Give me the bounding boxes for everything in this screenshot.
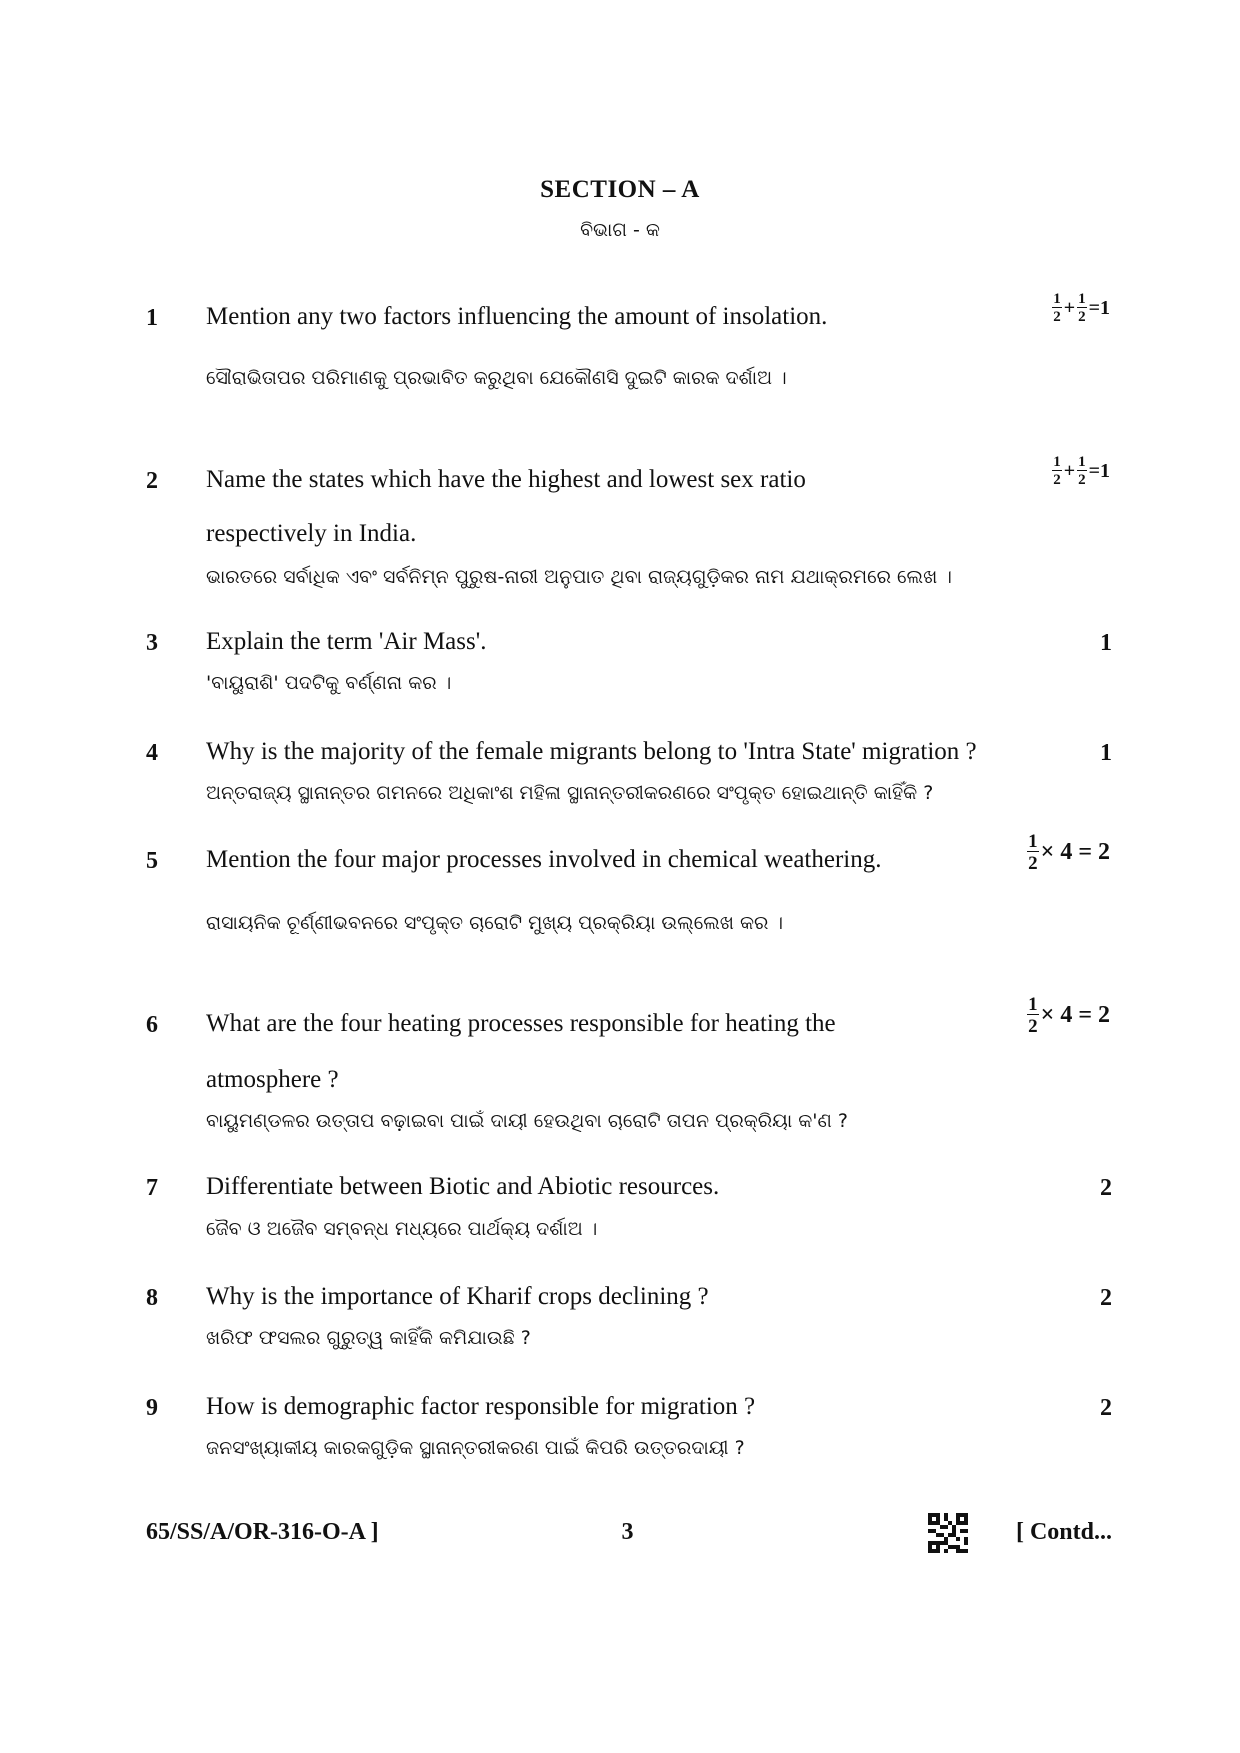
question-text-en: Why is the importance of Kharif crops declining ? [206, 1283, 709, 1310]
question-number: 7 [146, 1175, 158, 1201]
question-text-en: How is demographic factor responsible for migration ? [206, 1393, 756, 1420]
question-marks: $\frac{1}{2}$ + $\frac{1}{2}$ =1 [1053, 454, 1110, 488]
question-text-en: Explain the term 'Air Mass'. [206, 628, 487, 655]
question-text-od: ଜନସଂଖ୍ୟାକୀୟ କାରକଗୁଡ଼ିକ ସ୍ଥାନାନ୍ତରୀକରଣ ପାଇଁ କିପରି ଉତ୍ତରଦାୟୀ ? [206, 1437, 745, 1459]
page-number: 3 [621, 1519, 634, 1545]
question-number: 8 [146, 1285, 158, 1311]
question-text-en-cont: respectively in India. [206, 520, 417, 547]
question-marks: 1 [1100, 630, 1112, 656]
question-number: 2 [146, 468, 158, 494]
question-text-en: Differentiate between Biotic and Abiotic resources. [206, 1173, 720, 1200]
question-marks: 1 [1100, 740, 1112, 766]
question-text-en: What are the four heating processes responsible for heating the [206, 1010, 836, 1037]
question-number: 6 [146, 1012, 158, 1038]
question-text-od: ରାସାୟନିକ ଚୂର୍ଣ୍ଣୀଭବନରେ ସଂପୃକ୍ତ ଚାରୋଟି ମୁଖ୍ୟ ପ୍ରକ୍ରିୟା ଉଲ୍ଲେଖ କର । [206, 912, 784, 934]
question-marks: $\frac{1}{2}$ + $\frac{1}{2}$ =1 [1053, 291, 1110, 325]
question-number: 5 [146, 848, 158, 874]
question-text-en: Mention any two factors influencing the amount of insolation. [206, 303, 828, 330]
continued-label: [ Contd... [1015, 1519, 1112, 1545]
question-text-en: Why is the majority of the female migrants belong to 'Intra State' migration ? [206, 738, 977, 765]
question-text-od: ସୌରାଭିତାପର ପରିମାଣକୁ ପ୍ରଭାବିତ କରୁଥିବା ଯେକୌଣସି ଦୁଇଟି କାରକ ଦର୍ଶାଅ । [206, 367, 787, 389]
question-text-od: ଖରିଫ ଫସଲର ଗୁରୁତ୍ୱ କାହିଁକି କମିଯାଉଛି ? [206, 1327, 531, 1349]
question-text-od: 'ବାୟୁରାଶି' ପଦଟିକୁ ବର୍ଣ୍ଣନା କର । [206, 672, 452, 694]
question-marks: $\frac{1}{2}$ × 4 = 2 [1028, 994, 1110, 1037]
paper-code: 65/SS/A/OR-316-O-A ] [146, 1519, 379, 1545]
question-text-en-cont: atmosphere ? [206, 1066, 339, 1093]
question-number: 4 [146, 740, 158, 766]
question-marks: 2 [1100, 1175, 1112, 1201]
question-text-en: Mention the four major processes involved in chemical weathering. [206, 846, 882, 873]
question-marks: 2 [1100, 1395, 1112, 1421]
question-marks: 2 [1100, 1285, 1112, 1311]
question-text-od: ଜୈବ ଓ ଅଜୈବ ସମ୍ବନ୍ଧ ମଧ୍ୟରେ ପାର୍ଥକ୍ୟ ଦର୍ଶାଅ । [206, 1218, 598, 1240]
question-text-en: Name the states which have the highest and lowest sex ratio [206, 466, 806, 493]
section-title: SECTION – A [540, 176, 700, 203]
question-text-od: ବାୟୁମଣ୍ଡଳର ଉତ୍ତାପ ବଢ଼ାଇବା ପାଇଁ ଦାୟୀ ହେଉଥିବା ଚାରୋଟି ତାପନ ପ୍ରକ୍ରିୟା କ'ଣ ? [206, 1110, 848, 1132]
qr-code-icon [928, 1513, 968, 1553]
question-marks: $\frac{1}{2}$ × 4 = 2 [1028, 831, 1110, 874]
question-number: 1 [146, 305, 158, 331]
question-text-od: ଭାରତରେ ସର୍ବାଧିକ ଏବଂ ସର୍ବନିମ୍ନ ପୁରୁଷ-ନାରୀ ଅନୁପାତ ଥିବା ରାଜ୍ୟଗୁଡ଼ିକର ନାମ ଯଥାକ୍ରମରେ ଲେଖ । [206, 566, 952, 588]
section-subtitle: ବିଭାଗ - କ [580, 219, 660, 241]
question-text-od: ଅନ୍ତରାଜ୍ୟ ସ୍ଥାନାନ୍ତର ଗମନରେ ଅଧିକାଂଶ ମହିଳା ସ୍ଥାନାନ୍ତରୀକରଣରେ ସଂପୃକ୍ତ ହୋଇଥାନ୍ତି କାହିଁକି ? [206, 782, 934, 804]
question-number: 3 [146, 630, 158, 656]
question-number: 9 [146, 1395, 158, 1421]
